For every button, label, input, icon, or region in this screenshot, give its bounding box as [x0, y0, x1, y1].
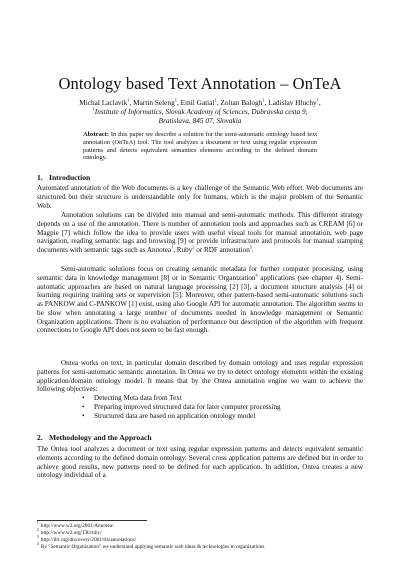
section-title: Introduction: [49, 173, 91, 182]
footnote-text: http://www.w3.org/2001/Annotea/: [40, 523, 114, 529]
list-item: • Detecting Meta data from Text: [82, 394, 342, 403]
abstract-label: Abstract:: [83, 131, 109, 138]
section-heading-methodology: [37, 433, 152, 442]
author-list: Michal Laclavik$^1$, Martin Seleng$^1$, Emil Gatial$^1$, Zoltan Balogh$^1$, Ladislav Hluchy$^1$,: [79, 97, 321, 107]
footnotes: [37, 523, 367, 551]
section-number: 1.: [37, 173, 43, 182]
author-name: Emil Gatial: [180, 98, 215, 107]
paper-title: Ontology based Text Annotation – OnTeA: [58, 74, 342, 93]
affiliation-line-1: Institute of Informatics, Slovak Academy of Sciences, Dubravska cesta 9,: [94, 106, 308, 116]
method-paragraph-1: The Ontea tool analyzes a document or text using regular expression patterns and detects equivalent semantic elements according to the defined domain ontology. Several cross application patterns are defined but in order to achieve good results, new patterns need to be defined for each application. In addition, Ontea creates a new ontology individual of a: [37, 445, 363, 480]
intro-paragraph-3-text: applications (see chapter 4). Semi-automatic approaches are based on natural language processing [2] [3], a document structure analysis [4] or learning requiring training sets or supervision [5]. Moreover, other pattern-based semi-automatic solutions such as PANKOW and C-PANKOW [1] exist, using also Google API for automatic annotation. The algorithm seems to be slow when annotating a large number of documents needed in knowledge management or Semantic Organization applications. There is no evaluation of performance but description of the algorithm with frequent connections to Google API does not seem to be fast enough.: [37, 273, 363, 335]
author-name: Michal Laclavik: [79, 98, 128, 107]
footnote-text: http://www.w3.org/TR/ruby/: [40, 529, 102, 536]
intro-paragraph-2: [37, 211, 363, 255]
footnote: [37, 541, 367, 551]
author-block: [0, 99, 400, 125]
section-title: Methodology and the Approach: [49, 433, 152, 442]
footnote-mark: 2: [37, 528, 39, 533]
author-affil-mark: 1: [214, 97, 217, 103]
intro-paragraph-3-text: Semi-automatic solutions focus on creating semantic metadata for further computer processing, using semantic data in knowledge management [8] or in Semantic Organization: [37, 265, 363, 282]
footnote-mark: 4: [37, 541, 39, 546]
section-number: 2.: [37, 433, 43, 442]
footnote-mark: 1: [37, 521, 39, 526]
footnote-text: http://ilrt.org/discovery/2001/04/annotations/: [40, 536, 137, 543]
section-heading-introduction: [37, 173, 90, 182]
footnote-mark: 3: [37, 535, 39, 540]
intro-paragraph-2-text: , Ruby: [173, 246, 193, 254]
intro-paragraph-2-text: Annotation solutions can be divided into manual and semi-automatic methods. This different strategy depends on a use of the annotation. There is number of annotation tools and approaches such as CREAM [6] or Magpie [7] which follow the idea to provide users with useful visual tools for manual annotation, web page navigation, reading semantic tags and browsing [9] or provide infrastructure and protocols for manual stamping documents with semantic tags such as Annotea: [37, 211, 363, 254]
author-affil-mark: 1: [262, 97, 265, 103]
footnote: [37, 537, 367, 544]
abstract-text: In this paper we describe a solution for the semi-automatic ontology based text annotation (OnTeA) tool. The tool analyzes a document or text using regular expression patterns and detects equivalent semantics elements according to the defined domain ontology.: [83, 131, 317, 162]
list-item: • Preparing improved structured data for later computer processing: [82, 403, 342, 412]
footnote-ref: 4: [255, 272, 258, 278]
footnote-ref: 2: [192, 244, 195, 250]
author-affil-mark: 1: [174, 97, 177, 103]
footnote-text: By "Semantic Organization" we understand applying semantic web ideas & technologies in organizations: [40, 543, 265, 550]
footnote-ref: 1: [171, 244, 174, 250]
author-affil-mark: 1: [316, 97, 319, 103]
list-item: • Structured data are based on application ontology model: [82, 412, 342, 421]
intro-paragraph-3: [37, 265, 363, 335]
author-name: Ladislav Hluchy: [268, 98, 317, 107]
author-affil-mark: 1: [127, 97, 130, 103]
intro-paragraph-4: Ontea works on text, in particular domain described by domain ontology and uses regular expression patterns for semi-automatic semantic annotation. In Ontea we try to detect ontology elements within the existing application/domain ontology model. It means that by the Ontea annotation engine we want to achieve the following objectives:: [37, 359, 363, 394]
intro-paragraph-1: Automated annotation of the Web documents is a key challenge of the Semantic Web effort. Web documents are structured but their structure is understandable only for humans, which is the major problem of the Semantic Web.: [37, 184, 363, 210]
objectives-list: [82, 394, 342, 420]
footnote-separator: [37, 520, 147, 521]
intro-paragraph-2-text: or RDF annotation: [194, 246, 250, 254]
affiliation-line-2: Bratislava, 845 07, Slovakia: [158, 115, 242, 125]
author-name: Zoltan Balogh: [220, 98, 263, 107]
footnote-ref: 3: [249, 244, 252, 250]
intro-paragraph-2-text: .: [251, 246, 254, 254]
author-name: Martin Seleng: [133, 98, 175, 107]
affiliation-mark: 1: [92, 106, 95, 112]
abstract: [83, 131, 317, 162]
